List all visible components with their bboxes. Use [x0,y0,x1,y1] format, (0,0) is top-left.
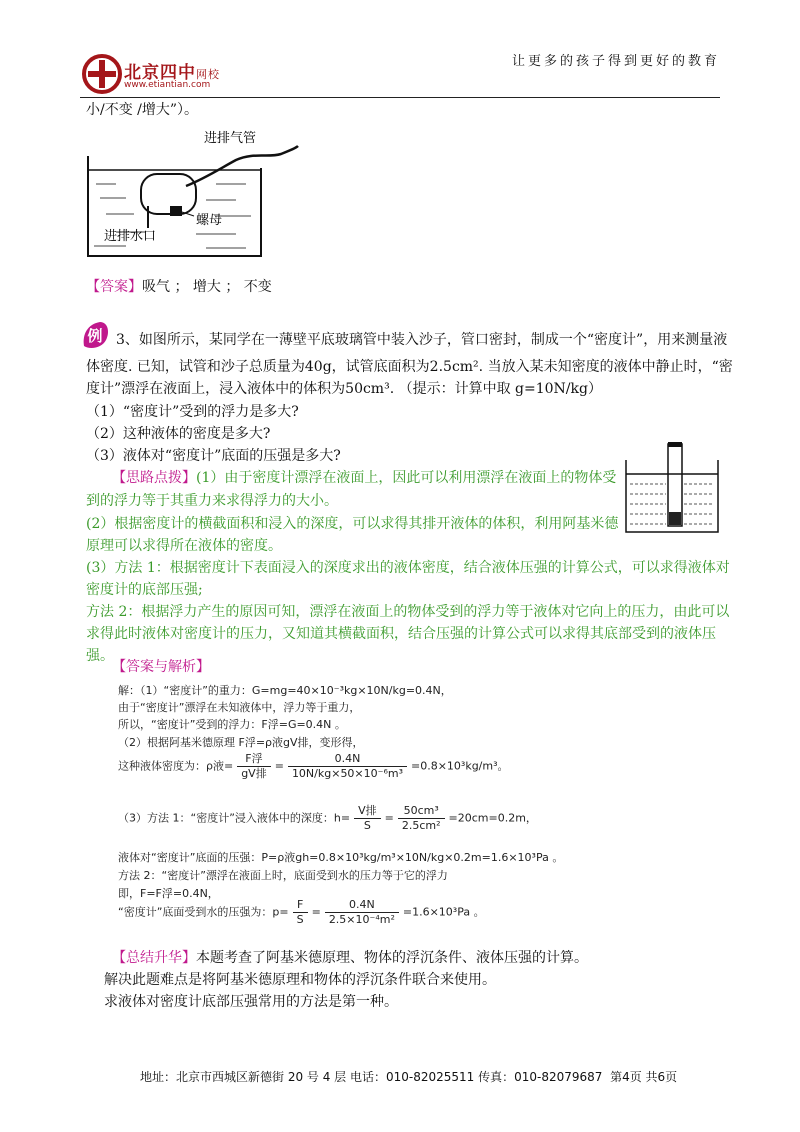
density-meter-figure [622,440,722,534]
solution-step-5: 这种液体密度为：ρ液= $\frac{\text{F浮}}{\text{gV排}}$ = $\frac{0.4N}{\text{10N/kg×50×10⁻⁶m³}}$ =0.8×10³kg/m³。 [118,752,509,780]
solution-step-2: 由于“密度计”漂浮在未知液体中，浮力等于重力， [118,701,361,714]
logo-emblem-icon [80,52,124,96]
solution-step-8: 方法 2：“密度计”漂浮在液面上时，底面受到水的压力等于它的浮力 [118,869,448,882]
solution-step-7: 液体对“密度计”底面的压强：P=ρ液gh=0.8×10³kg/m³×10N/kg×0.2m=1.6×10³Pa 。 [118,851,564,864]
solution-step-10: “密度计”底面受到水的压强为：p= $\frac{F}{S}$ = $\frac{0.4N}{\text{2.5×10⁻⁴m²}}$ =1.6×10³Pa 。 [118,898,485,926]
example-line-1: 3、如图所示，某同学在一薄壁平底玻璃管中装入沙子，管口密封，制成一个“密度计”，用来测量液 [116,332,728,348]
solution-step-9: 即，F=F浮=0.4N， [118,887,219,900]
header-rule [80,97,720,98]
summary-line-3: 求液体对密度计底部压强常用的方法是第一种。 [104,994,398,1010]
summary-line-1: 【总结升华】本题考查了阿基米德原理、物体的浮沉条件、液体压强的计算。 [112,950,588,966]
hint-line-5: (3）方法 1：根据密度计下表面浸入的深度求出的液体密度，结合液体压强的计算公式，可以求得液体对 [86,560,730,576]
submarine-figure [86,128,306,258]
figure-label-port: 进排水口 [104,229,157,244]
footer-address: 地址：北京市西城区新德街 20 号 4 层 电话：010-82025511 传真：010-82079687 [140,1070,603,1084]
hint-line-7: 方法 2：根据浮力产生的原因可知，漂浮在液面上的物体受到的浮力等于液体对它向上的压力，由此可以 [86,604,730,620]
example-badge-icon [80,320,110,350]
figure-label-nut: 螺母 [196,213,223,228]
question-3: （3）液体对“密度计”底面的压强是多大? [86,448,341,464]
example-line-2: 体密度. 已知，试管和沙子总质量为40g，试管底面积为2.5cm². 当放入某未知密度的液体中静止时，“密 [86,359,733,375]
solution-step-6: （3）方法 1：“密度计”浸入液体中的深度：h= $\frac{\text{V排}}{S}$ = $\frac{\text{50cm³}}{\text{2.5cm²}}$ =20cm=0.2m， [118,804,537,832]
solution-step-3: 所以，“密度计”受到的浮力：F浮=G=0.4N 。 [118,718,346,731]
solution-step-4: （2）根据阿基米德原理 F浮=ρ液gV排，变形得， [118,736,364,749]
solution-tag: 【答案与解析】 [112,659,210,675]
svg-text:例: 例 [87,327,103,345]
footer-page: 第4页 共6页 [610,1070,678,1084]
summary-line-2: 解决此题难点是将阿基米德原理和物体的浮沉条件联合来使用。 [104,972,496,988]
prev-answer: 【答案】吸气 ； 增大 ； 不变 [86,279,272,295]
footer [140,1068,677,1085]
hint-line-2: 到的浮力等于其重力来求得浮力的大小。 [86,493,338,509]
example-line-3: 度计”漂浮在液面上，浸入液体中的体积为50cm³. （提示：计算中取 g=10N/kg） [86,381,602,397]
hint-line-4: 原理可以求得所在液体的密度。 [86,538,282,554]
question-2: （2）这种液体的密度是多大? [86,426,271,442]
hint-line-6: 密度计的底部压强; [86,582,203,598]
logo-url: www.etiantian.com [124,80,211,90]
hint-line-3: (2）根据密度计的横截面积和浸入的深度，可以求得其排开液体的体积，利用阿基米德 [86,516,619,532]
slogan: 让更多的孩子得到更好的教育 [511,54,720,69]
hint-line-9: 强。 [86,648,114,664]
logo-name: 北京四中网校 [124,63,220,83]
hint-line-8: 求得此时液体对密度计的压力，又知道其横截面积，结合压强的计算公式可以求得其底部受到的液体压 [86,626,716,642]
hint-line-1: 【思路点拨】(1）由于密度计漂浮在液面上，因此可以利用漂浮在液面上的物体受 [112,470,617,486]
question-1: （1）“密度计”受到的浮力是多大? [86,404,299,420]
prev-tail-line: 小/不变 /增大”）。 [86,102,199,118]
figure-label-pipe: 进排气管 [204,131,257,146]
solution-step-1: 解：（1）“密度计”的重力：G=mg=40×10⁻³kg×10N/kg=0.4N， [118,684,452,697]
